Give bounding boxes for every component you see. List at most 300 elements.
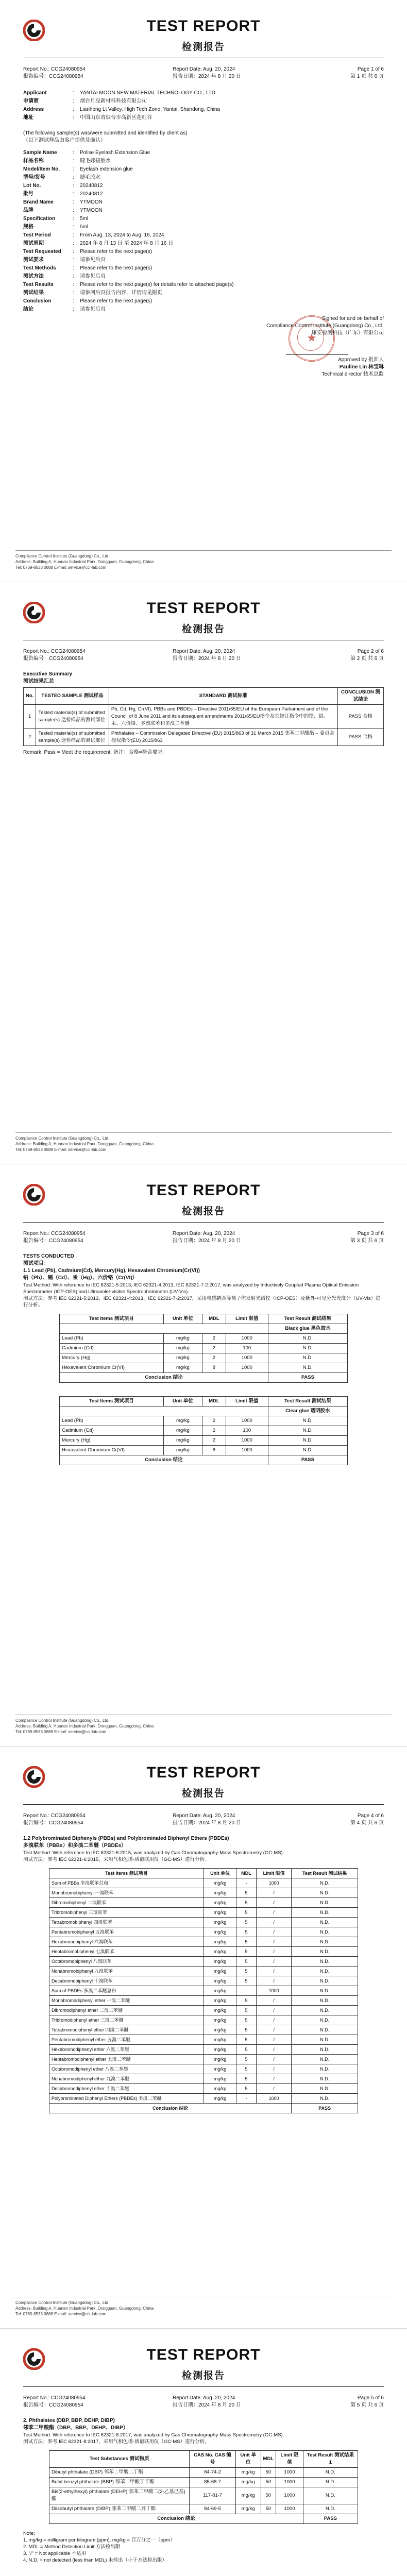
sample-field-row	[23, 215, 384, 224]
page-number-cn: 第 2 页 共 6 页	[350, 656, 384, 662]
table-cell: Butyl benzyl phthalate (BBP) 邻苯二甲酸丁苄酯	[49, 2478, 190, 2487]
declaration-text: (The following sample(s) was/were submitted and identified by client as)	[23, 130, 188, 136]
field-colon: :	[73, 191, 74, 197]
sample-field-value: 请参阅后页报告内容，详情请见附页	[80, 290, 162, 296]
sample-field-row	[23, 174, 384, 182]
report-title-cn: 检测报告	[181, 624, 225, 635]
table-cell: Mercury (Hg)	[60, 1436, 164, 1446]
footer-address: Address: Building A, Huanan Industrial Park, Dongguan, Guangdong, China	[15, 560, 154, 564]
footer-address: Address: Building A, Huanan Industrial Park, Dongguan, Guangdong, China	[15, 2306, 154, 2311]
table-cell: /	[256, 1937, 292, 1947]
field-colon: :	[73, 216, 74, 222]
footer-contact: Tel: 0769-8533 0888 E-mail: service@cci-lab.com	[15, 565, 107, 570]
note-line: 4. N.D. = not detected (less than MDL) 未检出（小于方法检出限）	[23, 2557, 167, 2563]
table-header-cell: Test Items 测试项目	[60, 1314, 164, 1324]
sample-field-row	[23, 248, 384, 257]
header-divider	[23, 2386, 384, 2387]
applicant-block: Applicant : YANTAI MOON NEW MATERIAL TECHNOLOGY CO., LTD. 申请商 : 烟台月亮新材料科技有限公司 Address : Lianhong Lt Valley, High Tech Zone, Yantai, Shandong, China 地址 : 中国山东省烟台市高新区莲虹谷	[23, 90, 384, 123]
table-cell: 1000	[276, 2504, 303, 2514]
table-row	[49, 2504, 358, 2514]
heavy-metals-section	[23, 1253, 384, 1465]
table-cell: 5	[236, 2064, 256, 2074]
report-header	[23, 1812, 384, 1827]
table-cell: 8	[202, 1446, 226, 1455]
table-row	[24, 729, 384, 746]
table-cell: 50	[261, 2478, 276, 2487]
table-cell: 84-74-2	[190, 2468, 236, 2478]
conclusion: PASS 合格	[337, 705, 383, 729]
signed-for: Signed for and on behalf of	[321, 316, 384, 321]
sample-field-label: 测试方法	[23, 274, 44, 279]
table-row	[49, 2487, 358, 2504]
table-cell: mg/kg	[204, 1986, 236, 1996]
table-cell: mg/kg	[204, 1918, 236, 1927]
sample-field-label: Lot No.	[23, 183, 41, 189]
table-cell: N.D.	[292, 2084, 358, 2094]
table-cell: Tetrabromodiphenyl ether 四溴二苯醚	[49, 2025, 204, 2035]
table-row	[49, 2035, 358, 2045]
table-cell: mg/kg	[204, 1967, 236, 1976]
page-number: Page 3 of 6	[357, 1231, 384, 1236]
sample-field-row	[23, 224, 384, 232]
sample-info-list	[23, 149, 384, 314]
table-cell: mg/kg	[204, 1888, 236, 1898]
table-cell: mg/kg	[204, 2094, 236, 2104]
table-cell: Heptabromobiphenyl 七溴联苯	[49, 1947, 204, 1957]
table-cell: N.D.	[292, 1898, 358, 1908]
sample-field-value: 20240812	[80, 183, 103, 189]
sample-field-label: 批号	[23, 191, 33, 197]
table-cell: Octabromodiphenyl ether 八溴二苯醚	[49, 2064, 204, 2074]
table-cell: Tribromobiphenyl 三溴联苯	[49, 1908, 204, 1918]
conclusion-value: PASS	[303, 2514, 358, 2524]
sample-field-label: Test Methods	[23, 265, 56, 271]
table-cell: 5	[236, 1918, 256, 1927]
table-row	[60, 1344, 348, 1353]
conclusion-label: Conclusion 结论	[60, 1455, 268, 1465]
table-row	[49, 2468, 358, 2478]
table-cell: mg/kg	[163, 1416, 202, 1426]
tests-heading: TESTS CONDUCTED	[23, 1253, 74, 1259]
note-line: 3. "/" = Not applicable 不适用	[23, 2551, 87, 2556]
row-number: 1	[24, 705, 36, 729]
table-cell: N.D.	[268, 1353, 347, 1363]
table-cell: Tetrabromobiphenyl 四溴联苯	[49, 1918, 204, 1927]
table-cell: N.D.	[292, 2015, 358, 2025]
table-cell: 5	[236, 2055, 256, 2064]
sample-field-label: 测试周期	[23, 241, 44, 246]
declaration	[23, 130, 384, 144]
table-cell: mg/kg	[204, 2045, 236, 2055]
summary-table	[23, 687, 384, 746]
sample-field-value: Polise Eyelash Extension Glue	[80, 150, 150, 156]
tests-heading-cn: 测试项目：	[23, 1261, 49, 1266]
table-row	[49, 1927, 358, 1937]
table-row	[60, 1363, 348, 1373]
sample-field-row	[23, 232, 384, 240]
table-cell: mg/kg	[235, 2478, 261, 2487]
table-cell: 50	[261, 2468, 276, 2478]
conclusion-label: Conclusion 结论	[60, 1373, 268, 1383]
sample-field-label: Specification	[23, 216, 56, 222]
table-cell: Monobromodiphenyl ether 一溴二苯醚	[49, 1996, 204, 2006]
table-cell: /	[256, 2045, 292, 2055]
table-header-cell: CAS No. CAS 编号	[190, 2451, 236, 2468]
table-cell: 85-68-7	[190, 2478, 236, 2487]
field-colon: :	[73, 232, 74, 238]
table-row	[49, 2084, 358, 2094]
notes-list	[23, 2530, 384, 2564]
test-method-cn: 测试方法：参考 IEC 62321-5:2013、IEC 62321-4:2013、IEC 62321-7-2:2017，采用电感耦合等离子体发射光谱仪（ICP-OES）及紫外-可见分光光度计（UV-Vis）进行分析。	[23, 1296, 381, 1308]
applicant-value: YANTAI MOON NEW MATERIAL TECHNOLOGY CO., LTD.	[80, 90, 217, 96]
table-cell: mg/kg	[204, 1898, 236, 1908]
table-cell: N.D.	[292, 1888, 358, 1898]
table-cell: Hexavalent Chromium Cr(VI)	[60, 1446, 164, 1455]
report-title: TEST REPORT	[146, 18, 261, 35]
note-line: 1. mg/kg = milligram per kilogram (ppm), mg/kg = 百万分之一（ppm）	[23, 2537, 175, 2543]
sample-field-row	[23, 191, 384, 199]
sample-field-value: Please refer to the next page(s) for details refer to attached page(s)	[80, 282, 234, 287]
conclusion-value: PASS	[268, 1455, 347, 1465]
conclusion: PASS 合格	[337, 729, 383, 746]
institute-name: Compliance Control Institute (Guangdong) Co., Ltd.	[266, 323, 384, 329]
field-colon: :	[73, 183, 74, 189]
footer-address: Address: Building A, Huanan Industrial Park, Dongguan, Guangdong, China	[15, 1724, 154, 1728]
sample-field-row	[23, 199, 384, 207]
section-title: 1.1 Lead (Pb), Cadmium(Cd), Mercury(Hg), Hexavalent Chromium(Cr(VI))	[23, 1268, 200, 1274]
table-cell: 1000	[276, 2468, 303, 2478]
sample-field-label: 结论	[23, 307, 33, 312]
section-title: 1.2 Polybrominated Biphenyls (PBBs) and Polybrominated Diphenyl Ethers (PBDEs)	[23, 1836, 229, 1841]
table-cell: N.D.	[292, 1908, 358, 1918]
sample-field-row	[23, 306, 384, 314]
table-cell: N.D.	[292, 2094, 358, 2104]
page-footer	[15, 1718, 232, 1735]
table-row	[49, 2064, 358, 2074]
table-header-cell: Test Items 测试项目	[49, 1869, 204, 1878]
header-divider	[23, 1222, 384, 1223]
table-row	[60, 1436, 348, 1446]
table-cell: -	[236, 2094, 256, 2104]
report-page-2	[0, 582, 407, 1164]
table-cell: -	[236, 1878, 256, 1888]
sample-field-value: 请参见后页	[80, 257, 106, 263]
table-cell: Dibutyl phthalate (DBP) 邻苯二甲酸二丁酯	[49, 2468, 190, 2478]
table-cell: Bis(2-ethylhexyl) phthalate (DEHP) 邻苯二甲酸二(2-乙基己基)酯	[49, 2487, 190, 2504]
table-cell: mg/kg	[204, 1937, 236, 1947]
table-header-cell: Unit 单位	[163, 1314, 202, 1324]
sample-field-value: 请参见后页	[80, 307, 106, 312]
conclusion-value: PASS	[268, 1373, 347, 1383]
table-cell: 100	[226, 1344, 268, 1353]
table-row	[49, 2055, 358, 2064]
page-footer	[15, 1136, 232, 1153]
table-cell: mg/kg	[163, 1436, 202, 1446]
table-cell: 100	[226, 1426, 268, 1436]
table-cell: Hexabromodiphenyl ether 六溴二苯醚	[49, 2045, 204, 2055]
sample-field-row	[23, 290, 384, 298]
table-cell: Octabromobiphenyl 八溴联苯	[49, 1957, 204, 1967]
table-cell: /	[256, 1918, 292, 1927]
table-header-cell: MDL	[261, 2451, 276, 2468]
footer-divider	[15, 1132, 392, 1133]
field-colon: :	[73, 249, 74, 255]
table-header-cell: Limit 限值	[256, 1869, 292, 1878]
table-header-cell: CONCLUSION 测试结论	[337, 688, 383, 705]
report-header	[23, 648, 384, 663]
table-cell: Mercury (Hg)	[60, 1353, 164, 1363]
conclusion-label: Conclusion 结论	[49, 2104, 292, 2113]
table-cell: 1000	[226, 1353, 268, 1363]
footer-contact: Tel: 0769-8533 0888 E-mail: service@cci-lab.com	[15, 1147, 107, 1152]
report-date: Report Date: Aug. 20, 2024	[173, 1231, 235, 1236]
table-row	[49, 1888, 358, 1898]
sample-field-row	[23, 240, 384, 248]
report-number-cn: 报告编号：CCG24080954	[23, 1820, 83, 1826]
table-cell: N.D.	[292, 1878, 358, 1888]
table-cell: 2	[202, 1334, 226, 1344]
table-cell: /	[256, 1908, 292, 1918]
table-cell: N.D.	[303, 2487, 358, 2504]
sample-field-value: YTMOON	[80, 208, 103, 213]
address-label: Address	[23, 107, 44, 112]
note-line: 2. MDL = Method Detection Limit 方法检出限	[23, 2544, 121, 2550]
table-cell: 1000	[276, 2478, 303, 2487]
table-cell: Dibromodiphenyl ether 二溴二苯醚	[49, 2006, 204, 2015]
table-cell: 5	[236, 2074, 256, 2084]
table-header-cell: Test Result 测试结果	[268, 1314, 347, 1324]
table-row	[49, 2015, 358, 2025]
summary-title-cn: 测试结果汇总	[23, 679, 54, 684]
table-cell: 1000	[256, 1986, 292, 1996]
table-cell: mg/kg	[204, 1927, 236, 1937]
table-cell: N.D.	[268, 1344, 347, 1353]
sample-field-value: YTMOON	[80, 199, 103, 205]
table-cell: 117-81-7	[190, 2487, 236, 2504]
table-row	[49, 2094, 358, 2104]
sample-field-row	[23, 281, 384, 290]
field-colon: :	[73, 307, 74, 312]
report-date-cn: 报告日期：2024 年 8 月 20 日	[173, 1238, 241, 1244]
applicant-value-cn: 烟台月亮新材料科技有限公司	[80, 98, 147, 104]
table-row	[49, 1957, 358, 1967]
tested-sample: Tested material(s) of submitted sample(s) 送检样品的测试部位	[36, 729, 109, 746]
table-header-cell: MDL	[236, 1869, 256, 1878]
note-line: Note:	[23, 2531, 35, 2536]
report-date-cn: 报告日期：2024 年 8 月 20 日	[173, 1820, 241, 1826]
table-header-cell: Limit 限值	[226, 1397, 268, 1406]
footer-company: Compliance Control Institute (Guangdong) Co., Ltd.	[15, 1136, 110, 1141]
table-cell: N.D.	[268, 1334, 347, 1344]
sample-field-row	[23, 158, 384, 166]
report-number: Report No.: CCG24080954	[23, 1231, 86, 1236]
page-number-cn: 第 1 页 共 6 页	[350, 74, 384, 79]
table-cell: 5	[236, 2045, 256, 2055]
sample-field-label: 测试要求	[23, 257, 44, 263]
table-cell: mg/kg	[204, 1996, 236, 2006]
table-cell: 1000	[226, 1334, 268, 1344]
phthalates-table	[49, 2450, 358, 2524]
table-cell: Polybrominated Diphenyl Ethers (PBDEs) 多溴二苯醚	[49, 2094, 204, 2104]
table-cell: 2	[202, 1416, 226, 1426]
table-cell: Pentabromodiphenyl ether 五溴二苯醚	[49, 2035, 204, 2045]
table-cell: 1000	[226, 1416, 268, 1426]
field-colon: :	[73, 282, 74, 287]
table-row	[49, 2478, 358, 2487]
table-cell: N.D.	[292, 1967, 358, 1976]
sample-field-row	[23, 257, 384, 265]
table-cell: mg/kg	[204, 2055, 236, 2064]
institute-name-cn: 康安检测科技（广东）有限公司	[312, 330, 384, 336]
sample-field-row	[23, 265, 384, 273]
approved-by: Approved by 批准人	[338, 357, 384, 363]
table-cell: N.D.	[292, 2006, 358, 2015]
table-row	[60, 1426, 348, 1436]
field-colon: :	[73, 290, 74, 296]
report-number-cn: 报告编号：CCG24080954	[23, 2402, 83, 2408]
report-title-cn: 检测报告	[181, 42, 225, 53]
table-row	[60, 1446, 348, 1455]
address-label-cn: 地址	[23, 115, 33, 121]
sample-field-label: Model/Item No.	[23, 166, 60, 172]
sample-field-label: Brand Name	[23, 199, 54, 205]
table-cell: mg/kg	[204, 1957, 236, 1967]
table-header-cell: Limit 限值	[276, 2451, 303, 2468]
table-header-cell: TESTED SAMPLE 测试样品	[36, 688, 109, 705]
report-header	[23, 66, 384, 80]
field-colon: :	[73, 257, 74, 263]
test-method: Test Method: With reference to IEC 62321-6:2015, was analyzed by Gas Chromatography-Mass Spectrometry (GC-MS).	[23, 1850, 284, 1856]
table-cell: /	[256, 1898, 292, 1908]
sample-field-value: 睫毛胶水	[80, 175, 100, 180]
applicant-label: Applicant	[23, 90, 47, 96]
table-cell: Tribromodiphenyl ether 三溴二苯醚	[49, 2015, 204, 2025]
table-cell: Heptabromodiphenyl ether 七溴二苯醚	[49, 2055, 204, 2064]
table-row	[24, 705, 384, 729]
footer-contact: Tel: 0769-8533 0888 E-mail: service@cci-lab.com	[15, 2312, 107, 2316]
table-row	[49, 1976, 358, 1986]
table-cell: 1000	[256, 2094, 292, 2104]
table-cell: Sum of PBDEs 多溴二苯醚总和	[49, 1986, 204, 1996]
table-row	[60, 1416, 348, 1426]
table-cell: /	[256, 1976, 292, 1986]
sample-field-value: From Aug. 13, 2024 to Aug. 16, 2024	[80, 232, 164, 238]
table-cell: /	[256, 2064, 292, 2074]
table-cell: mg/kg	[235, 2468, 261, 2478]
address-value-cn: 中国山东省烟台市高新区莲虹谷	[80, 115, 152, 121]
table-header-cell: Test Result 测试结果	[292, 1869, 358, 1878]
table-cell: 50	[261, 2504, 276, 2514]
table-cell: mg/kg	[163, 1344, 202, 1353]
table-cell: 1000	[226, 1446, 268, 1455]
field-colon: :	[73, 265, 74, 271]
sample-field-value: 20240812	[80, 191, 103, 197]
table-row	[49, 1967, 358, 1976]
footer-divider	[15, 550, 392, 551]
table-cell: N.D.	[292, 1996, 358, 2006]
table-cell: 5	[236, 1908, 256, 1918]
table-row	[49, 1996, 358, 2006]
table-cell: N.D.	[292, 2074, 358, 2084]
table-cell: 5	[236, 1976, 256, 1986]
table-cell: /	[256, 2015, 292, 2025]
table-cell: mg/kg	[204, 1947, 236, 1957]
sample-label-spacer	[60, 1324, 268, 1334]
declaration-text-cn: （以下测试样品由客户提供及确认）	[23, 138, 106, 143]
table-cell: Cadmium (Cd)	[60, 1344, 164, 1353]
sample-field-row	[23, 182, 384, 191]
table-cell: 2	[202, 1353, 226, 1363]
report-number-cn: 报告编号：CCG24080954	[23, 1238, 83, 1244]
report-date: Report Date: Aug. 20, 2024	[173, 66, 235, 72]
brominated-table	[49, 1868, 358, 2113]
report-page-5	[0, 2329, 407, 2576]
table-cell: mg/kg	[204, 2064, 236, 2074]
sample-field-label: 测试结果	[23, 290, 44, 296]
table-cell: 2	[202, 1426, 226, 1436]
sample-field-label: Conclusion	[23, 298, 52, 304]
table-header-cell: No.	[24, 688, 36, 705]
field-colon: :	[73, 158, 74, 164]
table-row	[49, 1986, 358, 1996]
report-title: TEST REPORT	[146, 600, 261, 617]
table-header-cell: MDL	[202, 1314, 226, 1324]
table-cell: 2	[202, 1344, 226, 1353]
table-row	[49, 2074, 358, 2084]
field-colon: :	[73, 166, 74, 172]
report-number: Report No.: CCG24080954	[23, 66, 86, 72]
table-cell: Nonabromodiphenyl ether 九溴二苯醚	[49, 2074, 204, 2084]
address-value: Lianhong Lt Valley, High Tech Zone, Yantai, Shandong, China	[80, 107, 221, 112]
section-title: 2. Phthalates (DBP, BBP, DEHP, DIBP)	[23, 2418, 115, 2424]
table-cell: mg/kg	[235, 2504, 261, 2514]
report-header	[23, 1230, 384, 1245]
sample-field-label: Sample Name	[23, 150, 57, 156]
page-number: Page 2 of 6	[357, 649, 384, 654]
table-cell: /	[256, 2055, 292, 2064]
table-cell: 1000	[226, 1436, 268, 1446]
field-colon: :	[73, 241, 74, 246]
table-cell: 1000	[226, 1363, 268, 1373]
table-cell: N.D.	[292, 2064, 358, 2074]
report-date: Report Date: Aug. 20, 2024	[173, 649, 235, 654]
table-cell: Nonabromobiphenyl 九溴联苯	[49, 1967, 204, 1976]
report-number: Report No.: CCG24080954	[23, 1813, 86, 1819]
sample-field-value: 请参见后页	[80, 274, 106, 279]
table-cell: /	[256, 1927, 292, 1937]
table-cell: 5	[236, 1957, 256, 1967]
table-header-cell: MDL	[202, 1397, 226, 1406]
sample-field-row	[23, 149, 384, 158]
page-footer	[15, 553, 232, 570]
sample-field-row	[23, 298, 384, 306]
report-date-cn: 报告日期：2024 年 8 月 20 日	[173, 656, 241, 662]
table-row	[49, 2006, 358, 2015]
table-cell: Hexavalent Chromium Cr(VI)	[60, 1363, 164, 1373]
table-cell: Diisobutyl phthalate (DIBP) 邻苯二甲酸二异丁酯	[49, 2504, 190, 2514]
footer-address: Address: Building A, Huanan Industrial Park, Dongguan, Guangdong, China	[15, 1142, 154, 1146]
report-date-cn: 报告日期：2024 年 8 月 20 日	[173, 74, 241, 79]
table-row	[49, 1908, 358, 1918]
summary-remark: Remark: Pass = Meet the requirement. 备注：合格=符合要求。	[23, 750, 168, 755]
table-cell: mg/kg	[163, 1353, 202, 1363]
table-header-cell: Test Result 测试结果 1	[303, 2451, 358, 2468]
field-colon: :	[73, 150, 74, 156]
sample-field-row	[23, 273, 384, 281]
table-row	[49, 1878, 358, 1888]
table-row	[49, 2045, 358, 2055]
table-cell: 5	[236, 1947, 256, 1957]
